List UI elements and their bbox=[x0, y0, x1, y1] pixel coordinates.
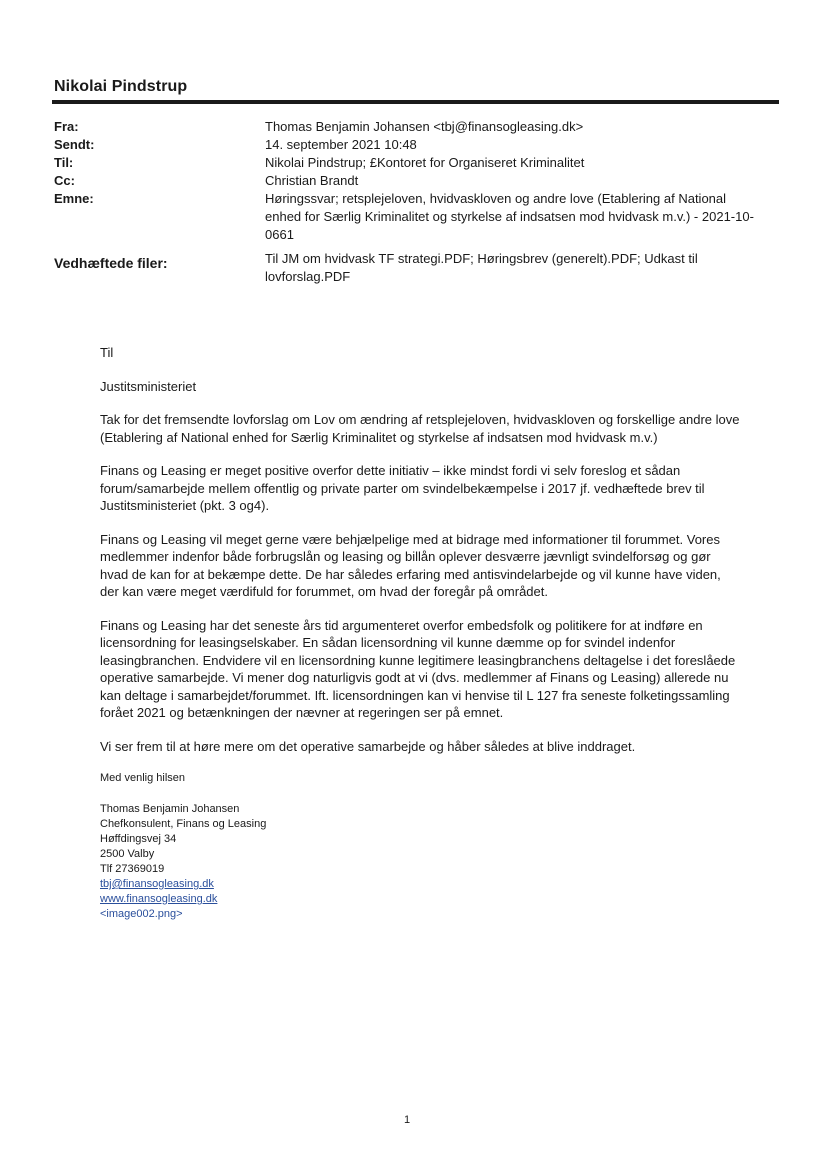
closing: Med venlig hilsen bbox=[100, 772, 185, 784]
body-paragraph-4: Finans og Leasing har det seneste års tid argumenteret overfor embedsfolk og politikere for at indføre en licensordning for leasingselskaber. En sådan licensordning vil kunne dæmme op for svindel indenfor leasingbranchen. Endvidere vil en licensordning kunne legitimere leasingbranchens deltagelse i det foreslåede operative samarbejde. Vi mener dog naturligvis godt at vi (dvs. medlemmer af Finans og Leasing) allerede nu kan deltage i samarbejdet/forummet. Ift. licensordningen kan vi henvise til L 127 fra seneste folketingssamling forået 2021 og betænkningen der nævner at regeringen ser på emnet. bbox=[100, 617, 736, 720]
page-number: 1 bbox=[404, 1114, 411, 1126]
body-paragraph-1: Tak for det fremsendte lovforslag om Lov om ændring af retsplejeloven, hvidvaskloven og forskellige andre love (Etablering af National enhed for Særlig Kriminalitet og styrkelse af indsatsen mod hvidvask m.v.) bbox=[100, 412, 740, 445]
header-divider bbox=[52, 100, 779, 104]
signature-city: 2500 Valby bbox=[100, 848, 155, 860]
cc-row bbox=[54, 172, 774, 190]
sent-row bbox=[54, 136, 774, 154]
from-label: Fra: bbox=[54, 119, 79, 134]
attachments-row bbox=[54, 250, 774, 286]
signature-phone: Tlf 27369019 bbox=[100, 863, 165, 875]
email-body bbox=[100, 344, 740, 922]
email-headers bbox=[54, 118, 774, 286]
signature-image-placeholder: <image002.png> bbox=[100, 908, 183, 920]
salutation: Til bbox=[100, 345, 114, 360]
signature-website-link[interactable]: www.finansogleasing.dk bbox=[100, 893, 218, 905]
to-row bbox=[54, 154, 774, 172]
cc-label: Cc: bbox=[54, 173, 75, 188]
signature-block bbox=[100, 802, 740, 922]
body-paragraph-5: Vi ser frem til at høre mere om det operative samarbejde og håber således at blive inddraget. bbox=[100, 738, 636, 754]
subject-row bbox=[54, 190, 774, 244]
cc-value: Christian Brandt bbox=[265, 173, 359, 188]
body-paragraph-2: Finans og Leasing er meget positive overfor dette initiativ – ikke mindst fordi vi selv foreslog et sådan forum/samarbejde mellem offentlig og private parter om svindelbekæmpelse i 2017 jf. vedhæftede brev til Justitsministeriet (pkt. 3 og4). bbox=[100, 463, 705, 513]
attachments-value: Til JM om hvidvask TF strategi.PDF; Høringsbrev (generelt).PDF; Udkast til lovforslag.PDF bbox=[265, 251, 698, 284]
sent-label: Sendt: bbox=[54, 137, 95, 152]
signature-street: Høffdingsvej 34 bbox=[100, 833, 177, 845]
from-value: Thomas Benjamin Johansen <tbj@finansogleasing.dk> bbox=[265, 119, 584, 134]
attachments-label: Vedhæftede filer: bbox=[54, 255, 168, 271]
body-paragraph-3: Finans og Leasing vil meget gerne være behjælpelige med at bidrage med informationer til forummet. Vores medlemmer indenfor både forbrugslån og leasing og billån oplever desværre jævnligt svindelforsøg og gør hvad de kan for at bekæmpe dette. De har således erfaring med antisvindelarbejde og vil kunne have viden, der kan være meget værdifuld for forummet, om hvad der foregår på området. bbox=[100, 531, 721, 599]
from-row bbox=[54, 118, 774, 136]
subject-value: Høringssvar; retsplejeloven, hvidvaskloven og andre love (Etablering af National enhed for Særlig Kriminalitet og styrkelse af indsatsen mod hvidvask m.v.) - 2021-10-0661 bbox=[265, 191, 754, 242]
subject-label: Emne: bbox=[54, 191, 94, 206]
sent-value: 14. september 2021 10:48 bbox=[265, 137, 417, 152]
sender-name: Nikolai Pindstrup bbox=[54, 78, 188, 95]
to-label: Til: bbox=[54, 155, 74, 170]
recipient: Justitsministeriet bbox=[100, 378, 197, 394]
signature-email-link[interactable]: tbj@finansogleasing.dk bbox=[100, 878, 214, 890]
to-value: Nikolai Pindstrup; £Kontoret for Organiseret Kriminalitet bbox=[265, 155, 585, 170]
signature-name: Thomas Benjamin Johansen bbox=[100, 803, 240, 815]
signature-title: Chefkonsulent, Finans og Leasing bbox=[100, 818, 267, 830]
